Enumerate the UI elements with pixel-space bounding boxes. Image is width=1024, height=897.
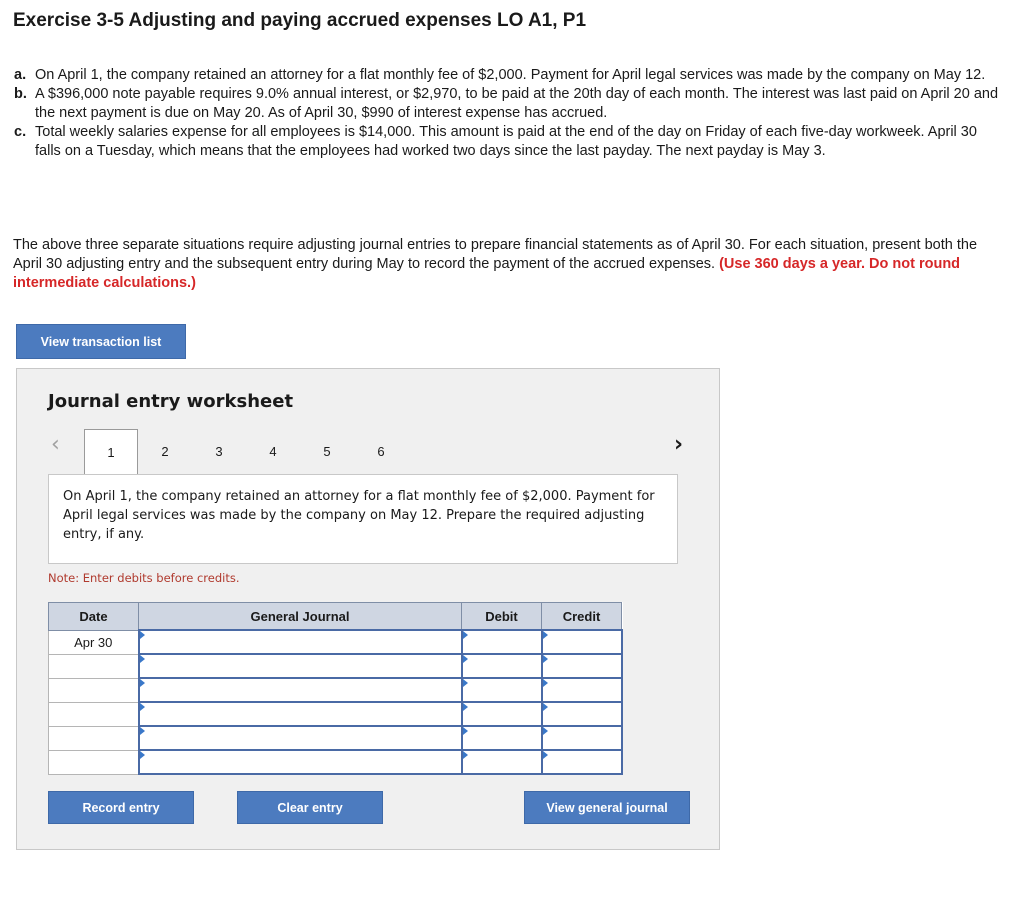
- table-row: [49, 654, 622, 678]
- tab-2[interactable]: 2: [161, 443, 169, 459]
- journal-entry-worksheet: [16, 368, 720, 850]
- debit-column-header: Debit: [462, 603, 542, 631]
- view-transaction-list-button[interactable]: View transaction list: [16, 324, 186, 359]
- credit-column-header: Credit: [542, 603, 622, 631]
- table-row: [49, 726, 622, 750]
- credit-input[interactable]: [542, 678, 622, 702]
- date-cell: [49, 654, 139, 678]
- debit-input[interactable]: [462, 726, 542, 750]
- date-cell: [49, 726, 139, 750]
- situation-letter: c.: [14, 124, 27, 140]
- instructions-warning: (Use 360 days a year. Do not round intermediate calculations.): [13, 256, 961, 291]
- situation-item: [14, 85, 1004, 123]
- date-cell: [49, 678, 139, 702]
- debit-input[interactable]: [462, 750, 542, 774]
- date-cell: Apr 30: [49, 630, 139, 654]
- previous-arrow-icon[interactable]: ‹: [51, 432, 60, 457]
- situation-item: [14, 66, 1004, 85]
- table-row: [49, 750, 622, 774]
- account-input[interactable]: [139, 678, 462, 702]
- exercise-title: Exercise 3-5 Adjusting and paying accrued expenses LO A1, P1: [13, 10, 587, 31]
- worksheet-title: Journal entry worksheet: [48, 391, 294, 412]
- account-input[interactable]: [139, 630, 462, 654]
- tab-5[interactable]: 5: [323, 443, 331, 459]
- tab-6[interactable]: 6: [377, 443, 385, 459]
- view-general-journal-button[interactable]: View general journal: [524, 791, 690, 824]
- journal-header-row: [49, 603, 622, 631]
- general-journal-column-header: General Journal: [139, 603, 462, 631]
- account-input[interactable]: [139, 726, 462, 750]
- account-input[interactable]: [139, 750, 462, 774]
- situation-text: A $396,000 note payable requires 9.0% annual interest, or $2,970, to be paid at the 20th day of each month. The interest was last paid on April 20 and the next payment is due on May 20. As of April 30, $990 of interest expense has accrued.: [35, 86, 999, 121]
- next-arrow-icon[interactable]: ›: [674, 432, 684, 457]
- journal-table: [48, 602, 623, 775]
- table-row: [49, 630, 622, 654]
- entry-prompt: On April 1, the company retained an attorney for a flat monthly fee of $2,000. Payment for April legal services was made by the company on May 12. Prepare the required adjusting entry, if any.: [48, 474, 678, 564]
- credit-input[interactable]: [542, 702, 622, 726]
- debit-input[interactable]: [462, 630, 542, 654]
- date-column-header: Date: [49, 603, 139, 631]
- credit-input[interactable]: [542, 726, 622, 750]
- debit-input[interactable]: [462, 702, 542, 726]
- debit-input[interactable]: [462, 678, 542, 702]
- account-input[interactable]: [139, 702, 462, 726]
- situation-letter: a.: [14, 67, 27, 83]
- situation-item: [14, 123, 1004, 161]
- entry-note: Note: Enter debits before credits.: [48, 571, 240, 585]
- tab-3[interactable]: 3: [215, 443, 223, 459]
- situation-list: [14, 66, 1004, 161]
- debit-input[interactable]: [462, 654, 542, 678]
- situation-text: On April 1, the company retained an attorney for a flat monthly fee of $2,000. Payment for April legal services was made by the company on May 12.: [35, 67, 986, 83]
- clear-entry-button[interactable]: Clear entry: [237, 791, 383, 824]
- credit-input[interactable]: [542, 750, 622, 774]
- tab-1[interactable]: 1: [84, 429, 138, 474]
- date-cell: [49, 750, 139, 774]
- account-input[interactable]: [139, 654, 462, 678]
- credit-input[interactable]: [542, 630, 622, 654]
- situation-text: Total weekly salaries expense for all employees is $14,000. This amount is paid at the end of the day on Friday of each five-day workweek. April 30 falls on a Tuesday, which means that the employees had worked two days since the last payday. The next payday is May 3.: [35, 124, 977, 159]
- instructions-text: The above three separate situations require adjusting journal entries to prepare financial statements as of April 30. For each situation, present both the April 30 adjusting entry and the subsequent entry during May to record the payment of the accrued expenses.: [13, 237, 978, 272]
- table-row: [49, 702, 622, 726]
- situation-letter: b.: [14, 86, 27, 102]
- instructions: [13, 236, 1008, 293]
- table-row: [49, 678, 622, 702]
- tab-4[interactable]: 4: [269, 443, 277, 459]
- credit-input[interactable]: [542, 654, 622, 678]
- record-entry-button[interactable]: Record entry: [48, 791, 194, 824]
- date-cell: [49, 702, 139, 726]
